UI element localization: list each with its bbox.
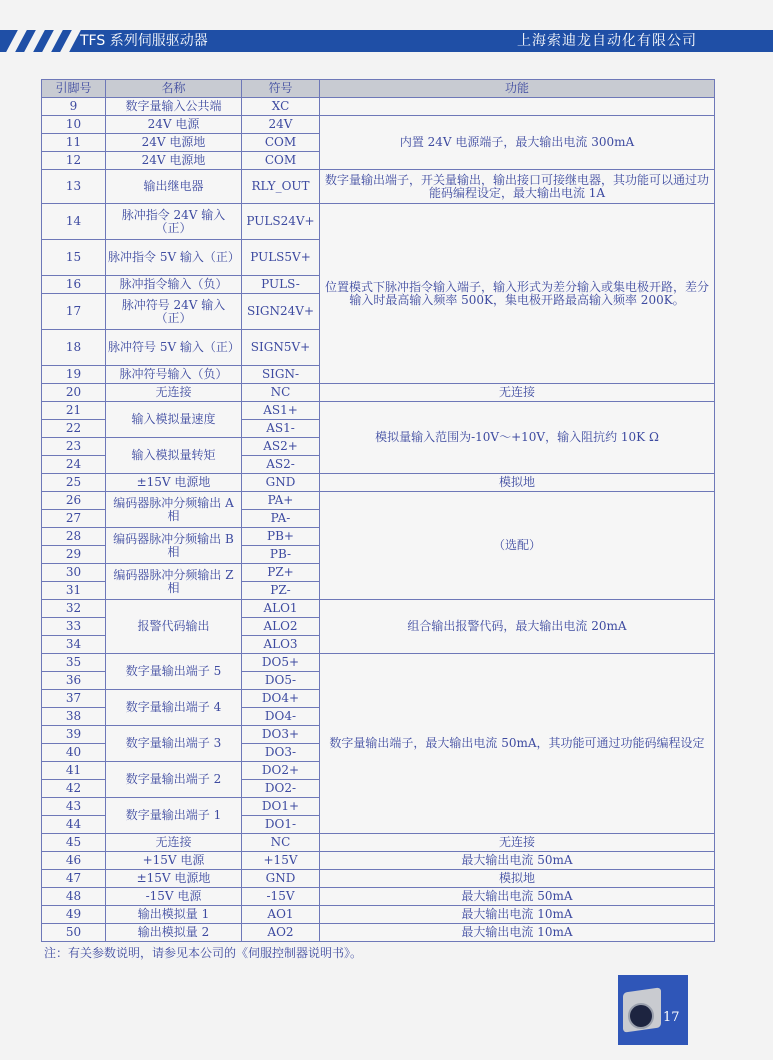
pin-cell: 40 [42,744,106,762]
name-cell: +15V 电源 [106,852,242,870]
pin-cell: 29 [42,546,106,564]
pin-cell: 24 [42,456,106,474]
symbol-cell: AS2- [242,456,320,474]
table-row [42,384,715,402]
symbol-cell: GND [242,870,320,888]
pin-cell: 18 [42,330,106,366]
function-cell: 数字量输出端子，最大输出电流 50mA，其功能可通过功能码编程设定 [320,654,715,834]
symbol-cell: 24V [242,116,320,134]
pin-cell: 37 [42,690,106,708]
pin-cell: 12 [42,152,106,170]
table-row [42,116,715,134]
name-cell: ±15V 电源地 [106,870,242,888]
pin-cell: 38 [42,708,106,726]
pin-cell: 36 [42,672,106,690]
pin-cell: 17 [42,294,106,330]
pin-cell: 47 [42,870,106,888]
name-cell: 脉冲指令 5V 输入（正） [106,240,242,276]
name-cell: ±15V 电源地 [106,474,242,492]
symbol-cell: DO2+ [242,762,320,780]
symbol-cell: ALO3 [242,636,320,654]
pin-cell: 49 [42,906,106,924]
name-cell: 24V 电源地 [106,134,242,152]
pin-cell: 21 [42,402,106,420]
name-cell: 编码器脉冲分频输出 B 相 [106,528,242,564]
symbol-cell: DO2- [242,780,320,798]
table-row [42,654,715,672]
table-row [42,170,715,204]
pin-cell: 34 [42,636,106,654]
symbol-cell: AS2+ [242,438,320,456]
symbol-cell: SIGN- [242,366,320,384]
header-name: 名称 [106,80,242,98]
footnote: 注：有关参数说明，请参见本公司的《伺服控制器说明书》。 [44,946,363,960]
symbol-cell: DO3- [242,744,320,762]
pin-cell: 23 [42,438,106,456]
function-cell: （选配） [320,492,715,600]
pin-cell: 33 [42,618,106,636]
pin-cell: 35 [42,654,106,672]
symbol-cell: DO5- [242,672,320,690]
function-cell: 模拟地 [320,870,715,888]
name-cell: 数字量输出端子 3 [106,726,242,762]
pin-cell: 28 [42,528,106,546]
name-cell: 数字量输出端子 4 [106,690,242,726]
header-symbol: 符号 [242,80,320,98]
table-header-row [42,80,715,98]
symbol-cell: XC [242,98,320,116]
page-number: 17 [663,1010,680,1025]
pin-cell: 50 [42,924,106,942]
symbol-cell: COM [242,152,320,170]
symbol-cell: AS1+ [242,402,320,420]
table-row [42,870,715,888]
pin-cell: 26 [42,492,106,510]
function-cell: 模拟地 [320,474,715,492]
symbol-cell: ALO1 [242,600,320,618]
table-row [42,98,715,116]
function-cell: 位置模式下脉冲指令输入端子，输入形式为差分输入或集电极开路，差分输入时最高输入频率 500K，集电极开路最高输入频率 200K。 [320,204,715,384]
table-row [42,492,715,510]
function-cell: 无连接 [320,834,715,852]
name-cell: 输出继电器 [106,170,242,204]
pin-cell: 9 [42,98,106,116]
symbol-cell: +15V [242,852,320,870]
symbol-cell: AS1- [242,420,320,438]
pin-cell: 48 [42,888,106,906]
pin-cell: 31 [42,582,106,600]
symbol-cell: PA- [242,510,320,528]
function-cell: 无连接 [320,384,715,402]
pin-cell: 27 [42,510,106,528]
symbol-cell: AO2 [242,924,320,942]
header-function: 功能 [320,80,715,98]
header-pin: 引脚号 [42,80,106,98]
name-cell: 数字量输出端子 2 [106,762,242,798]
function-cell: 数字量输出端子，开关量输出，输出接口可接继电器，其功能可以通过功能码编程设定，最大输出电流 1A [320,170,715,204]
pin-cell: 16 [42,276,106,294]
symbol-cell: DO3+ [242,726,320,744]
name-cell: 编码器脉冲分频输出 A 相 [106,492,242,528]
function-cell: 组合输出报警代码，最大输出电流 20mA [320,600,715,654]
table-row [42,924,715,942]
name-cell: 脉冲指令输入（负） [106,276,242,294]
pin-cell: 45 [42,834,106,852]
function-cell: 最大输出电流 50mA [320,888,715,906]
symbol-cell: PB- [242,546,320,564]
symbol-cell: GND [242,474,320,492]
table-row [42,852,715,870]
symbol-cell: DO1- [242,816,320,834]
name-cell: 24V 电源 [106,116,242,134]
name-cell: 脉冲符号 5V 输入（正） [106,330,242,366]
symbol-cell: NC [242,384,320,402]
name-cell: 脉冲指令 24V 输入（正） [106,204,242,240]
symbol-cell: PULS5V+ [242,240,320,276]
symbol-cell: DO5+ [242,654,320,672]
symbol-cell: PZ+ [242,564,320,582]
symbol-cell: PZ- [242,582,320,600]
function-cell: 内置 24V 电源端子，最大输出电流 300mA [320,116,715,170]
function-cell: 模拟量输入范围为-10V～+10V，输入阻抗约 10K Ω [320,402,715,474]
name-cell: 输入模拟量速度 [106,402,242,438]
pin-table [41,79,715,942]
name-cell: 脉冲符号输入（负） [106,366,242,384]
pin-cell: 39 [42,726,106,744]
series-title: TFS 系列伺服驱动器 [80,33,208,49]
function-cell [320,98,715,116]
symbol-cell: SIGN5V+ [242,330,320,366]
pin-cell: 19 [42,366,106,384]
pin-cell: 44 [42,816,106,834]
company-name: 上海索迪龙自动化有限公司 [517,33,697,49]
name-cell: 24V 电源地 [106,152,242,170]
name-cell: 数字量输出端子 1 [106,798,242,834]
pin-cell: 25 [42,474,106,492]
name-cell: 输出模拟量 1 [106,906,242,924]
function-cell: 最大输出电流 10mA [320,924,715,942]
symbol-cell: RLY_OUT [242,170,320,204]
pin-cell: 22 [42,420,106,438]
symbol-cell: PULS24V+ [242,204,320,240]
symbol-cell: PULS- [242,276,320,294]
pin-cell: 14 [42,204,106,240]
table-row [42,204,715,240]
table-row [42,402,715,420]
symbol-cell: PB+ [242,528,320,546]
pin-cell: 46 [42,852,106,870]
name-cell: 数字量输入公共端 [106,98,242,116]
symbol-cell: DO4+ [242,690,320,708]
symbol-cell: -15V [242,888,320,906]
name-cell: 数字量输出端子 5 [106,654,242,690]
symbol-cell: SIGN24V+ [242,294,320,330]
pin-cell: 13 [42,170,106,204]
pin-cell: 43 [42,798,106,816]
symbol-cell: DO1+ [242,798,320,816]
name-cell: 编码器脉冲分频输出 Z 相 [106,564,242,600]
table-row [42,906,715,924]
symbol-cell: PA+ [242,492,320,510]
name-cell: -15V 电源 [106,888,242,906]
motor-shaft-icon [628,1003,654,1029]
pin-cell: 41 [42,762,106,780]
pin-cell: 30 [42,564,106,582]
table-row [42,834,715,852]
pin-cell: 20 [42,384,106,402]
function-cell: 最大输出电流 50mA [320,852,715,870]
pin-cell: 42 [42,780,106,798]
symbol-cell: DO4- [242,708,320,726]
pin-cell: 11 [42,134,106,152]
name-cell: 无连接 [106,384,242,402]
function-cell: 最大输出电流 10mA [320,906,715,924]
name-cell: 输出模拟量 2 [106,924,242,942]
symbol-cell: AO1 [242,906,320,924]
name-cell: 无连接 [106,834,242,852]
table-row [42,888,715,906]
table-row [42,600,715,618]
table-row [42,474,715,492]
symbol-cell: COM [242,134,320,152]
symbol-cell: NC [242,834,320,852]
name-cell: 报警代码输出 [106,600,242,654]
symbol-cell: ALO2 [242,618,320,636]
name-cell: 输入模拟量转矩 [106,438,242,474]
pin-cell: 32 [42,600,106,618]
pin-cell: 10 [42,116,106,134]
pin-cell: 15 [42,240,106,276]
name-cell: 脉冲符号 24V 输入（正） [106,294,242,330]
